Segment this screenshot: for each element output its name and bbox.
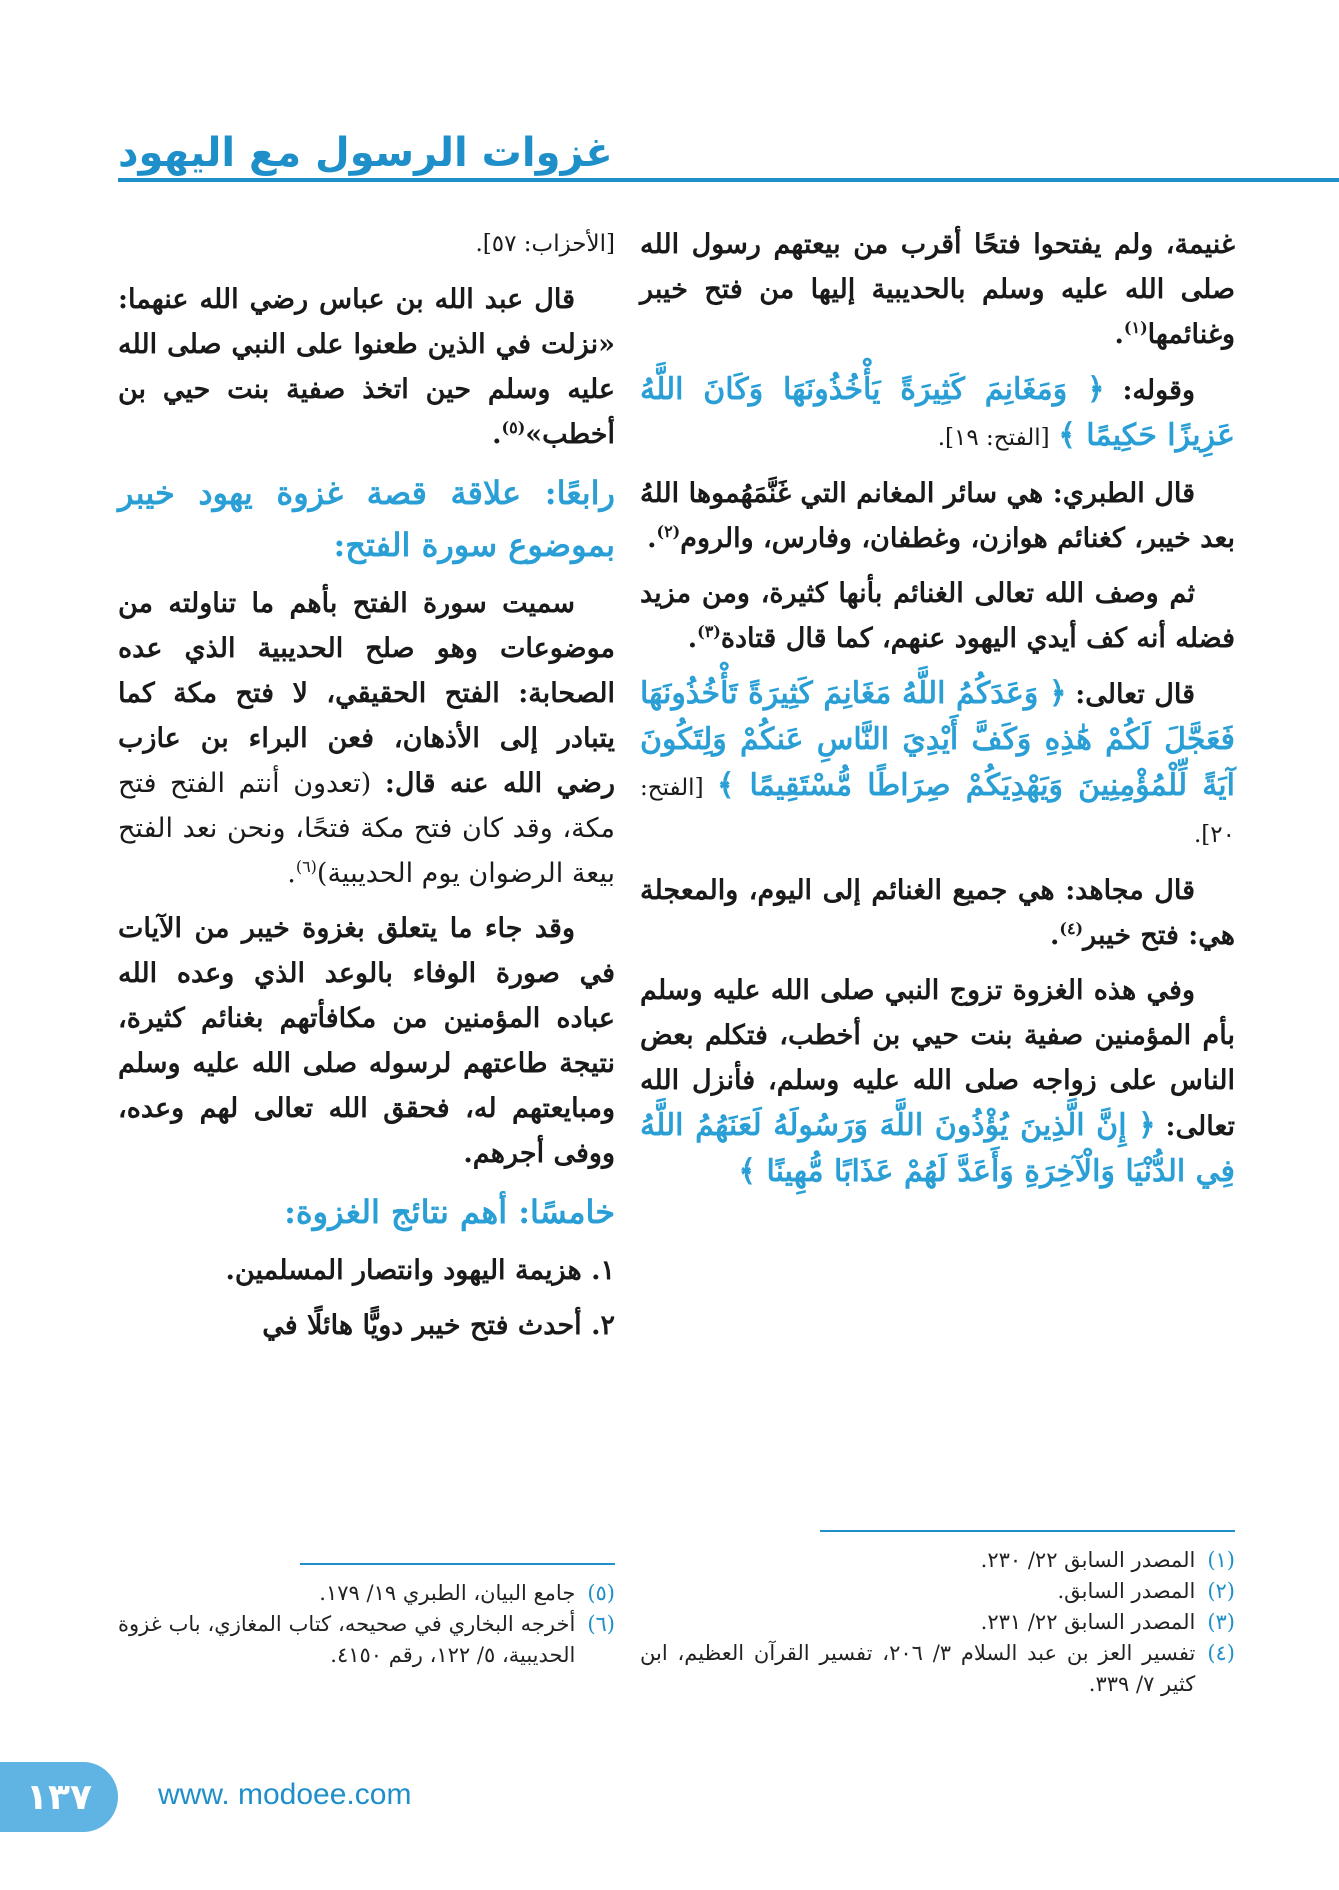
footnotes-right bbox=[640, 1545, 1235, 1700]
paragraph: ثم وصف الله تعالى الغنائم بأنها كثيرة، ومن مزيد فضله أنه كف أيدي اليهود عنهم، كما قال قتادة$^{(٣)}$. bbox=[640, 578, 1235, 654]
footnote-text: تفسير العز بن عبد السلام ٣/ ٢٠٦، تفسير القرآن العظيم، ابن كثير ٧/ ٣٣٩. bbox=[640, 1641, 1196, 1696]
footnote-ref[interactable]: (٤) bbox=[1059, 919, 1084, 938]
footnote-number: (٥) bbox=[587, 1581, 615, 1605]
text: وقوله: bbox=[1122, 375, 1195, 406]
section-heading: خامسًا: أهم نتائج الغزوة: bbox=[284, 1193, 615, 1231]
text: سميت سورة الفتح بأهم ما تناولته من موضوعات وهو صلح الحديبية الذي عده الصحابة: الفتح الحقيقي، لا فتح مكة كما يتبادر إلى الأذهان، فعن البراء بن عازب رضي الله عنه قال: bbox=[118, 588, 615, 799]
footnote-ref[interactable]: (٦) bbox=[295, 857, 317, 876]
paragraph: غنيمة، ولم يفتحوا فتحًا أقرب من بيعتهم رسول الله صلى الله عليه وسلم بالحديبية إليها من فتح خيبر وغنائمها$^{(١)}$. bbox=[640, 229, 1235, 350]
footnote-ref[interactable]: (٢) bbox=[656, 522, 681, 541]
paragraph bbox=[640, 968, 1235, 1195]
website-link[interactable]: www. modoee.com bbox=[158, 1778, 412, 1811]
text: قال عبد الله بن عباس رضي الله عنهما: «نزلت في الذين طعنوا على النبي صلى الله عليه وسلم حين اتخذ صفية بنت حيي بن أخطب» bbox=[118, 284, 615, 450]
paragraph: قال مجاهد: هي جميع الغنائم إلى اليوم، والمعجلة هي: فتح خيبر$^{(٤)}$. bbox=[640, 875, 1235, 951]
text: ثم وصف الله تعالى الغنائم بأنها كثيرة، ومن مزيد فضله أنه كف أيدي اليهود عنهم، كما قال قتادة bbox=[640, 578, 1235, 654]
quran-verse: ﴿ وَعَدَكُمُ اللَّهُ مَغَانِمَ كَثِيرَةً تَأْخُذُونَهَا فَعَجَّلَ لَكُمْ هَٰذِهِ وَكَفَّ أَيْدِيَ النَّاسِ عَنكُمْ وَلِتَكُونَ آيَةً لِّلْمُؤْمِنِينَ وَيَهْدِيَكُمْ صِرَاطًا مُّسْتَقِيمًا ﴾ bbox=[640, 676, 1235, 803]
paragraph bbox=[118, 277, 615, 457]
footnote-rule-left bbox=[300, 1563, 615, 1565]
left-column bbox=[118, 222, 615, 1358]
paragraph: سميت سورة الفتح بأهم ما تناولته من موضوعات وهو صلح الحديبية الذي عده الصحابة: الفتح الحقيقي، لا فتح مكة كما يتبادر إلى الأذهان، فعن البراء بن عازب رضي الله عنه قال: (تعدون أنتم الفتح فتح مكة، وقد كان فتح مكة فتحًا، ونحن نعد الفتح بيعة الرضوان يوم الحديبية)$^{(٦)}$. bbox=[118, 588, 615, 889]
footnote-text: المصدر السابق ٢٢/ ٢٣١. bbox=[980, 1610, 1196, 1634]
footnote-number: (٦) bbox=[587, 1612, 615, 1636]
footnote bbox=[640, 1576, 1235, 1607]
verse-reference: [الفتح: ١٩]. bbox=[937, 425, 1050, 451]
footnote-ref[interactable]: (٣) bbox=[697, 622, 721, 641]
footnote-number: (٤) bbox=[1207, 1641, 1235, 1665]
text: وفي هذه الغزوة تزوج النبي صلى الله عليه وسلم بأم المؤمنين صفية بنت حيي بن أخطب، فتكلم بعض الناس على زواجه صلى الله عليه وسلم، فأنزل الله تعالى: bbox=[640, 975, 1236, 1142]
list-item: ١. هزيمة اليهود وانتصار المسلمين. bbox=[225, 1255, 615, 1286]
footnotes-left bbox=[118, 1578, 615, 1671]
quran-verse: ﴿ وَمَغَانِمَ كَثِيرَةً يَأْخُذُونَهَا وَكَانَ اللَّهُ عَزِيزًا حَكِيمًا ﴾ bbox=[640, 372, 1235, 453]
page-number-badge: ١٣٧ bbox=[0, 1762, 118, 1832]
footnote-text: جامع البيان، الطبري ١٩/ ١٧٩. bbox=[319, 1581, 576, 1605]
paragraph bbox=[640, 671, 1235, 858]
text: قال الطبري: هي سائر المغانم التي غَنَّمَهُموها اللهُ بعد خيبر، كغنائم هوازن، وغطفان، وفارس، والروم bbox=[640, 478, 1235, 554]
footnote-text: المصدر السابق ٢٢/ ٢٣٠. bbox=[980, 1548, 1196, 1572]
footnote bbox=[118, 1609, 615, 1671]
verse-reference: [الفتح: ٢٠]. bbox=[640, 775, 1235, 848]
footnote-ref[interactable]: (١) bbox=[1123, 318, 1148, 337]
text: . bbox=[492, 419, 502, 450]
page-header-title: غزوات الرسول مع اليهود bbox=[118, 130, 613, 176]
footnote-text: أخرجه البخاري في صحيحه، كتاب المغازي، باب غزوة الحديبية، ٥/ ١٢٢، رقم ٤١٥٠. bbox=[118, 1612, 576, 1667]
quran-verse: ﴿ إِنَّ الَّذِينَ يُؤْذُونَ اللَّهَ وَرَسُولَهُ لَعَنَهُمُ اللَّهُ فِي الدُّنْيَا وَالْآخِرَةِ وَأَعَدَّ لَهُمْ عَذَابًا مُّهِينًا ﴾ bbox=[640, 1108, 1235, 1189]
section-heading: رابعًا: علاقة قصة غزوة يهود خيبر بموضوع سورة الفتح: bbox=[118, 474, 615, 564]
footnote bbox=[640, 1607, 1235, 1638]
right-column bbox=[640, 222, 1235, 1205]
footnote-number: (١) bbox=[1207, 1548, 1235, 1572]
paragraph: قال الطبري: هي سائر المغانم التي غَنَّمَهُموها اللهُ بعد خيبر، كغنائم هوازن، وغطفان، وفارس، والروم$^{(٢)}$. bbox=[640, 478, 1235, 554]
text: قال تعالى: bbox=[1075, 679, 1196, 710]
footnote-number: (٢) bbox=[1207, 1579, 1235, 1603]
text: غنيمة، ولم يفتحوا فتحًا أقرب من بيعتهم رسول الله صلى الله عليه وسلم بالحديبية إليها من فتح خيبر وغنائمها bbox=[640, 229, 1235, 350]
quote-text: (تعدون أنتم الفتح فتح مكة، وقد كان فتح مكة فتحًا، ونحن نعد الفتح بيعة الرضوان يوم الحديبية) bbox=[118, 768, 615, 889]
footnote-text: المصدر السابق. bbox=[1057, 1579, 1196, 1603]
paragraph bbox=[640, 367, 1235, 461]
footnote-rule-right bbox=[820, 1530, 1235, 1532]
verse-reference: [الأحزاب: ٥٧]. bbox=[475, 231, 615, 257]
footnote-ref[interactable]: (٥) bbox=[501, 418, 526, 437]
list-item: ٢. أحدث فتح خيبر دويًّا هائلًا في bbox=[262, 1310, 615, 1341]
text: قال مجاهد: هي جميع الغنائم إلى اليوم، والمعجلة هي: فتح خيبر bbox=[640, 875, 1235, 951]
footnote-number: (٣) bbox=[1207, 1610, 1235, 1634]
header-rule bbox=[118, 178, 1339, 182]
footnote bbox=[640, 1638, 1235, 1700]
footnote bbox=[640, 1545, 1235, 1576]
footnote bbox=[118, 1578, 615, 1609]
paragraph: وقد جاء ما يتعلق بغزوة خيبر من الآيات في صورة الوفاء بالوعد الذي وعده الله عباده المؤمنين من مكافأتهم بغنائم كثيرة، نتيجة طاعتهم لرسوله صلى الله عليه وسلم ومبايعتهم له، فحقق الله تعالى لهم وعده، ووفى أجرهم. bbox=[118, 913, 615, 1169]
